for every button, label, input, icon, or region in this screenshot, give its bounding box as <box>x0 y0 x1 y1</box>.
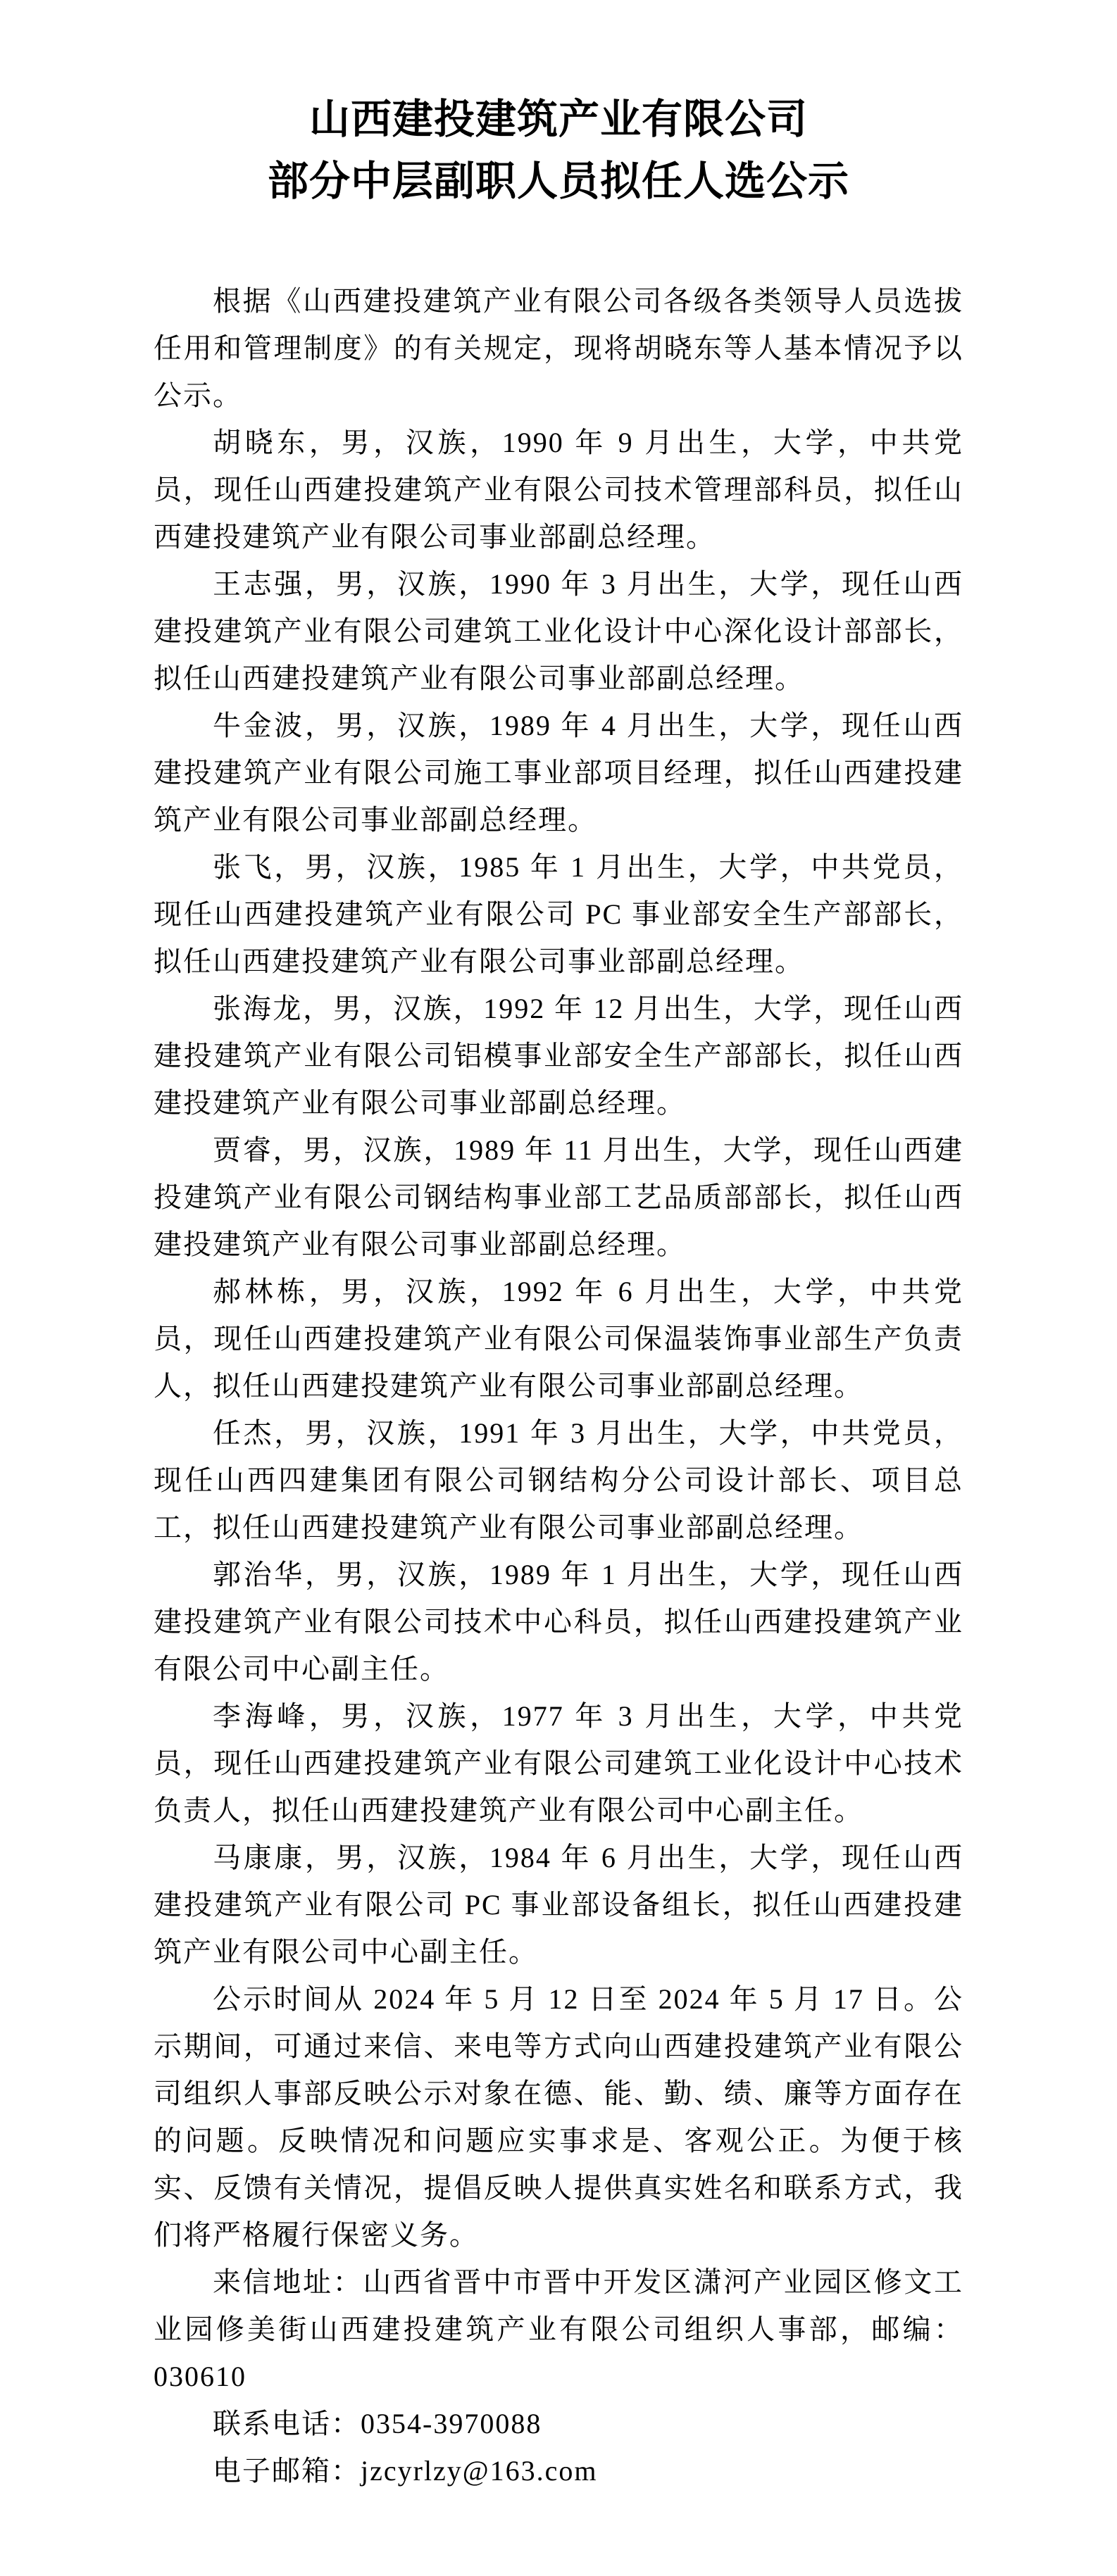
candidate-paragraph: 贾睿，男，汉族，1989 年 11 月出生，大学，现任山西建投建筑产业有限公司钢结构事业部工艺品质部部长，拟任山西建投建筑产业有限公司事业部副总经理。 <box>154 1134 963 1260</box>
notice-paragraph: 公示时间从 2024 年 5 月 12 日至 2024 年 5 月 17 日。公示期间，可通过来信、来电等方式向山西建投建筑产业有限公司组织人事部反映公示对象在德、能、勤、绩、廉等方面存在的问题。反映情况和问题应实事求是、客观公正。为便于核实、反馈有关情况，提倡反映人提供真实姓名和联系方式，我们将严格履行保密义务。 <box>154 1983 963 2251</box>
candidate-paragraph: 张飞，男，汉族，1985 年 1 月出生，大学，中共党员，现任山西建投建筑产业有限公司 PC 事业部安全生产部部长，拟任山西建投建筑产业有限公司事业部副总经理。 <box>154 851 963 977</box>
candidate-paragraph: 李海峰，男，汉族，1977 年 3 月出生，大学，中共党员，现任山西建投建筑产业有限公司建筑工业化设计中心技术负责人，拟任山西建投建筑产业有限公司中心副主任。 <box>154 1700 963 1826</box>
candidate-paragraph: 郝林栋，男，汉族，1992 年 6 月出生，大学，中共党员，现任山西建投建筑产业有限公司保温装饰事业部生产负责人，拟任山西建投建筑产业有限公司事业部副总经理。 <box>154 1276 963 1402</box>
candidate-paragraph: 任杰，男，汉族，1991 年 3 月出生，大学，中共党员，现任山西四建集团有限公司钢结构分公司设计部长、项目总工，拟任山西建投建筑产业有限公司事业部副总经理。 <box>154 1417 963 1543</box>
title-line-1: 山西建投建筑产业有限公司 <box>308 96 808 142</box>
candidate-paragraph: 胡晓东，男，汉族，1990 年 9 月出生，大学，中共党员，现任山西建投建筑产业有限公司技术管理部科员，拟任山西建投建筑产业有限公司事业部副总经理。 <box>154 427 963 553</box>
candidate-paragraph: 郭治华，男，汉族，1989 年 1 月出生，大学，现任山西建投建筑产业有限公司技术中心科员，拟任山西建投建筑产业有限公司中心副主任。 <box>154 1559 963 1685</box>
document-title <box>154 89 963 213</box>
candidate-paragraph: 王志强，男，汉族，1990 年 3 月出生，大学，现任山西建投建筑产业有限公司建筑工业化设计中心深化设计部部长，拟任山西建投建筑产业有限公司事业部副总经理。 <box>154 568 963 694</box>
document-body <box>154 277 963 2494</box>
title-line-2: 部分中层副职人员拟任人选公示 <box>267 158 849 204</box>
intro-paragraph: 根据《山西建投建筑产业有限公司各级各类领导人员选拔任用和管理制度》的有关规定，现将胡晓东等人基本情况予以公示。 <box>154 285 963 411</box>
phone-paragraph: 联系电话：0354-3970088 <box>213 2408 542 2439</box>
candidate-paragraph: 张海龙，男，汉族，1992 年 12 月出生，大学，现任山西建投建筑产业有限公司铝模事业部安全生产部部长，拟任山西建投建筑产业有限公司事业部副总经理。 <box>154 993 963 1119</box>
email-paragraph: 电子邮箱：jzcyrlzy@163.com <box>213 2455 598 2487</box>
address-paragraph: 来信地址：山西省晋中市晋中开发区潇河产业园区修文工业园修美街山西建投建筑产业有限公司组织人事部，邮编：030610 <box>154 2266 963 2392</box>
candidate-paragraph: 马康康，男，汉族，1984 年 6 月出生，大学，现任山西建投建筑产业有限公司 PC 事业部设备组长，拟任山西建投建筑产业有限公司中心副主任。 <box>154 1842 963 1968</box>
candidate-paragraph: 牛金波，男，汉族，1989 年 4 月出生，大学，现任山西建投建筑产业有限公司施工事业部项目经理，拟任山西建投建筑产业有限公司事业部副总经理。 <box>154 710 963 836</box>
